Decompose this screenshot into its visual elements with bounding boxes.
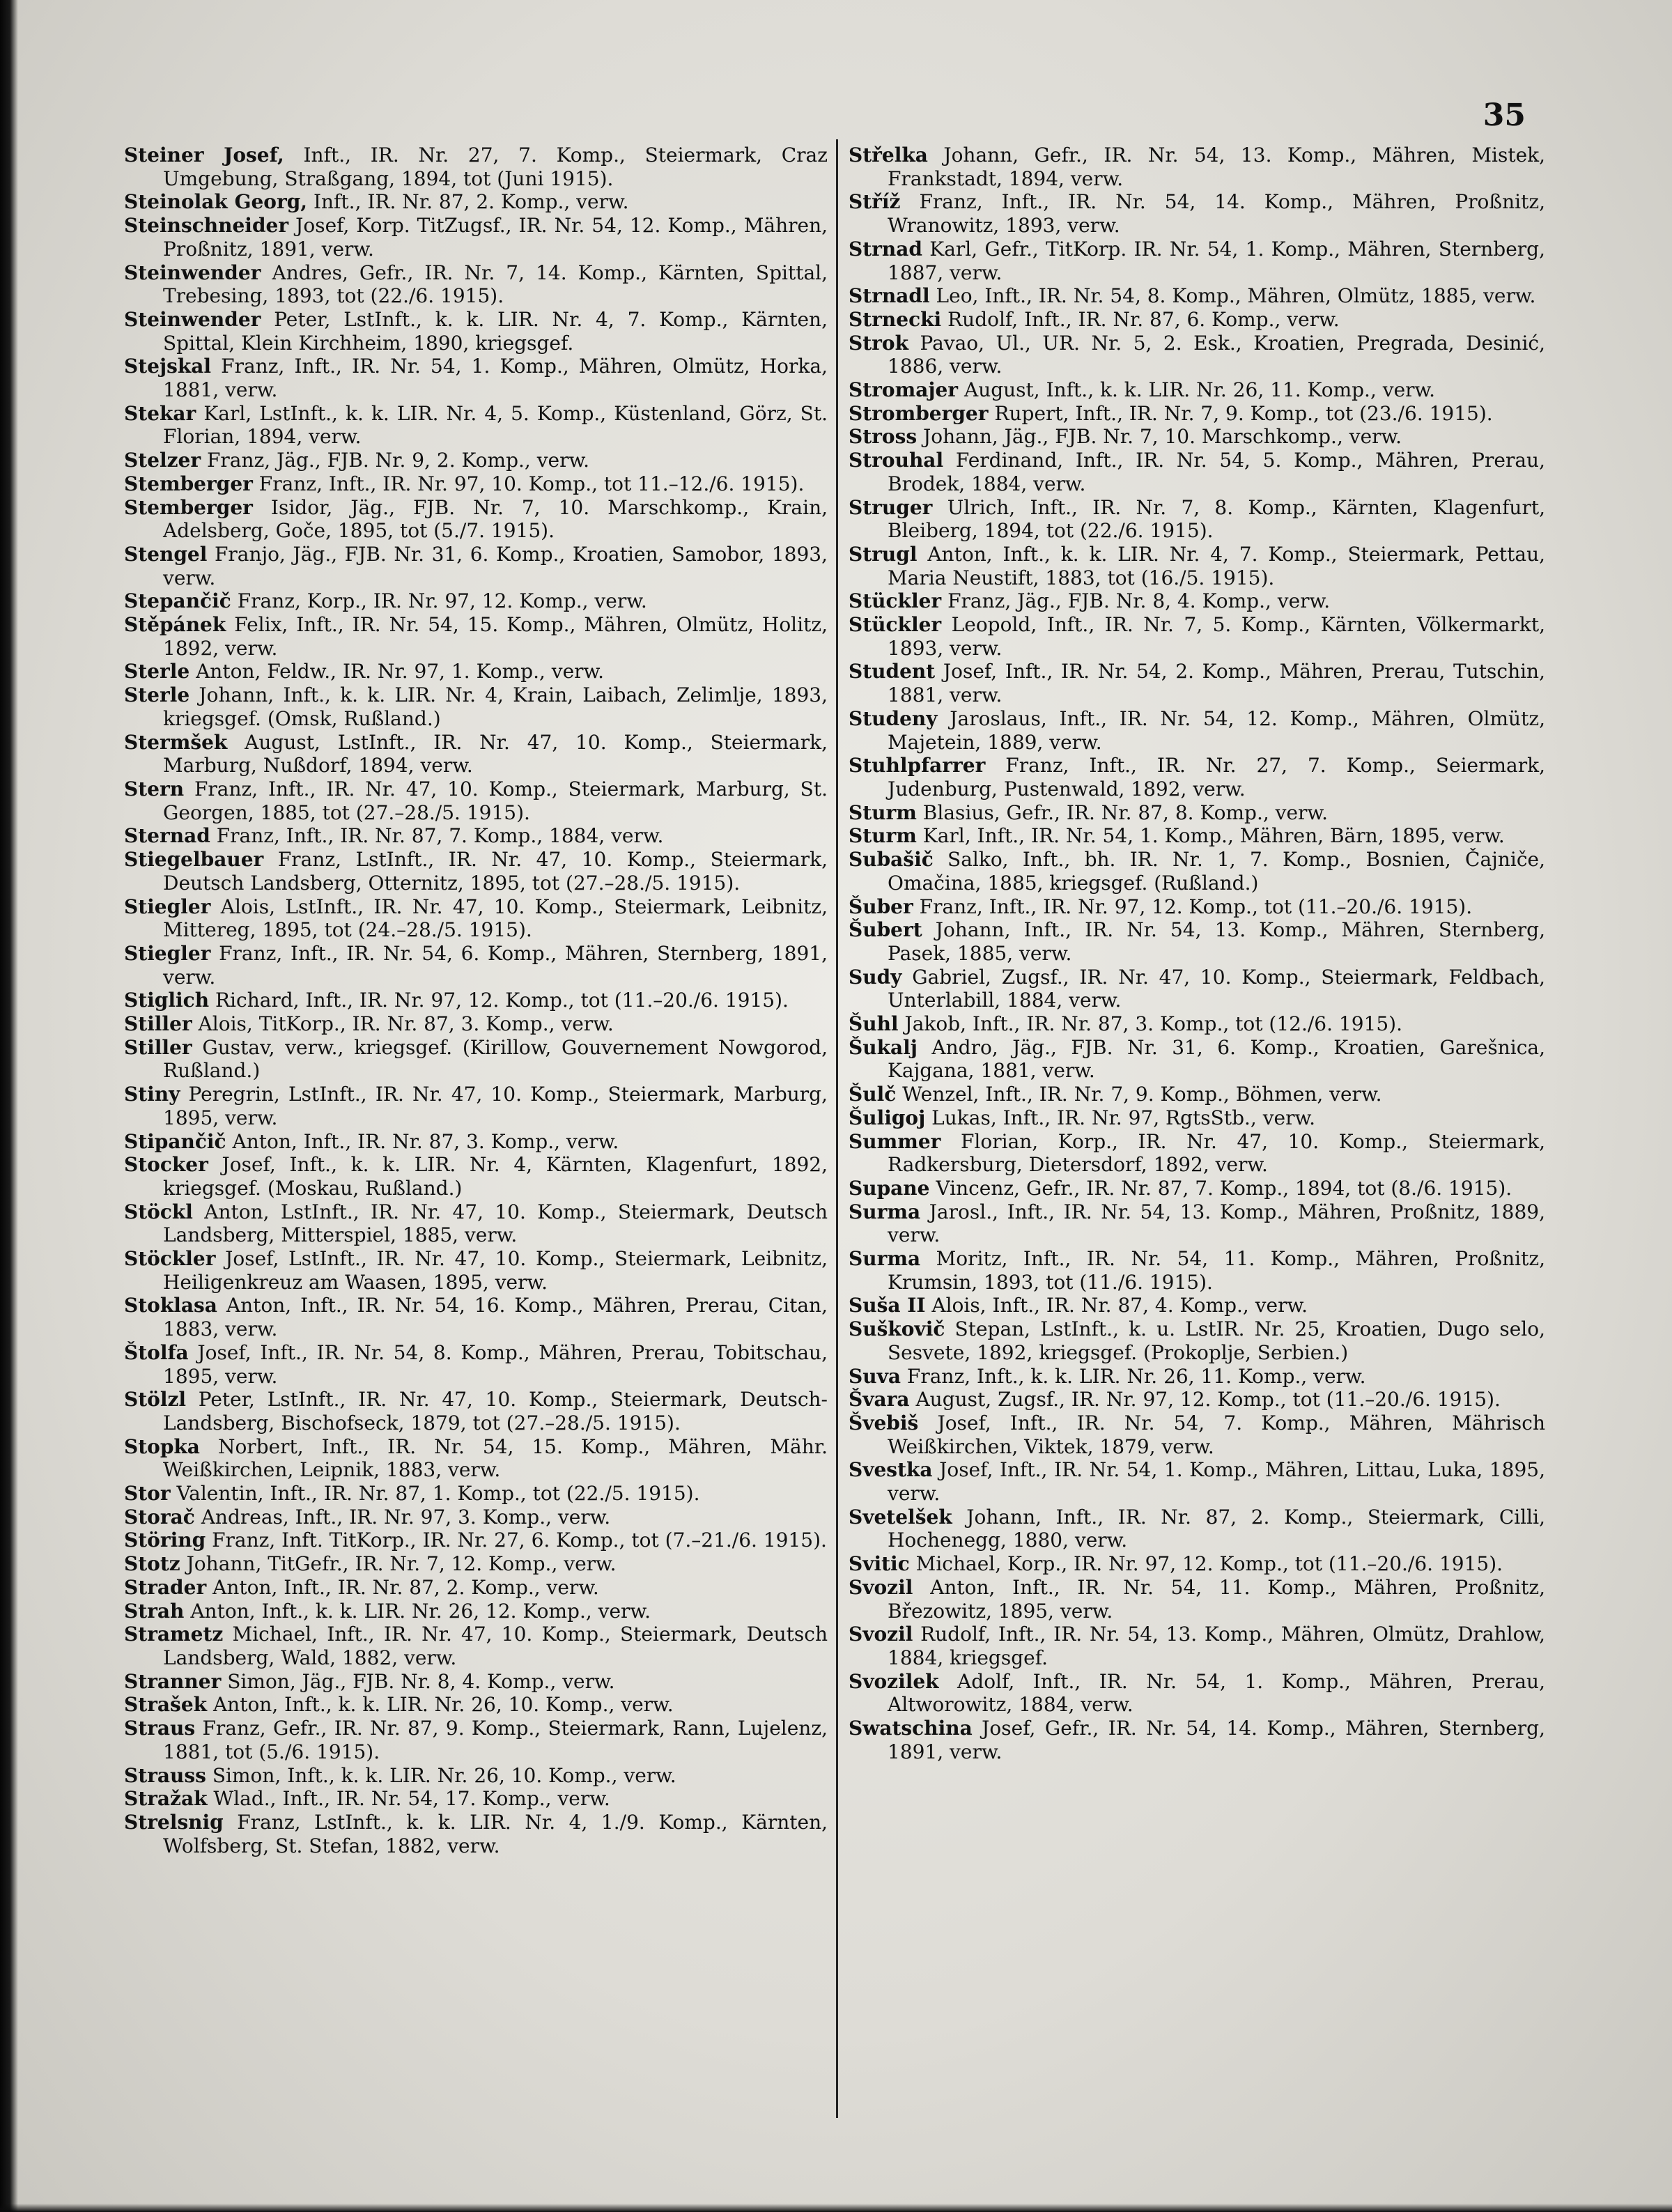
- casualty-entry: [124, 214, 828, 261]
- casualty-entry: [124, 589, 828, 613]
- casualty-entry: [124, 1247, 828, 1294]
- entry-details: Salko, Inft., bh. IR. Nr. 1, 7. Komp., Bosnien, Čajniče, Omačina, 1885, kriegsgef. (Rußland.): [888, 848, 1545, 895]
- entry-details: Anton, LstInft., IR. Nr. 47, 10. Komp., Steiermark, Deutsch Landsberg, Mitterspiel, 1885, verw.: [163, 1200, 828, 1247]
- casualty-entry: [849, 144, 1545, 190]
- entry-details: Leo, Inft., IR. Nr. 54, 8. Komp., Mähren, Olmütz, 1885, verw.: [936, 284, 1536, 308]
- entry-name: Stříž: [849, 190, 901, 214]
- casualty-entry: [124, 613, 828, 660]
- entry-name: Strnecki: [849, 307, 942, 331]
- casualty-entry: [124, 683, 828, 730]
- entry-name: Strugl: [849, 542, 918, 566]
- entry-name: Student: [849, 660, 936, 683]
- entry-details: Blasius, Gefr., IR. Nr. 87, 8. Komp., verw.: [922, 801, 1328, 824]
- casualty-entry: [124, 308, 828, 355]
- entry-name: Stoklasa: [124, 1294, 217, 1317]
- entry-name: Suva: [849, 1364, 901, 1388]
- casualty-entry: [124, 1787, 828, 1811]
- entry-details: Isidor, Jäg., FJB. Nr. 7, 10. Marschkomp., Krain, Adelsberg, Goče, 1895, tot (5./7. 1915).: [163, 495, 828, 543]
- casualty-entry: [849, 332, 1545, 378]
- entry-details: Anton, Inft., IR. Nr. 54, 11. Komp., Mähren, Proßnitz, Březowitz, 1895, verw.: [888, 1575, 1545, 1623]
- casualty-entry: [124, 496, 828, 543]
- entry-details: Anton, Inft., IR. Nr. 87, 2. Komp., verw.: [212, 1575, 599, 1599]
- casualty-entry: [124, 989, 828, 1012]
- casualty-entry: [849, 1177, 1545, 1200]
- casualty-entry: [124, 1717, 828, 1763]
- entry-name: Stöckler: [124, 1247, 216, 1271]
- entry-details: Anton, Inft., k. k. LIR. Nr. 26, 10. Komp., verw.: [212, 1693, 674, 1717]
- casualty-entry: [124, 1764, 828, 1788]
- entry-name: Steinschneider: [124, 214, 289, 238]
- casualty-entry: [849, 848, 1545, 895]
- entry-details: Franz, Inft., IR. Nr. 54, 1. Komp., Mähren, Olmütz, Horka, 1881, verw.: [163, 355, 828, 402]
- entry-details: Alois, LstInft., IR. Nr. 47, 10. Komp., Steiermark, Leibnitz, Mittereg, 1895, tot (24.–28./5. 1915).: [163, 895, 828, 942]
- casualty-entry: [124, 1294, 828, 1340]
- entry-details: Moritz, Inft., IR. Nr. 54, 11. Komp., Mähren, Proßnitz, Krumsin, 1893, tot (11./6. 1915).: [888, 1247, 1546, 1294]
- casualty-entry: [849, 402, 1545, 426]
- entry-details: Peter, LstInft., k. k. LIR. Nr. 4, 7. Komp., Kärnten, Spittal, Klein Kirchheim, 1890, kriegsgef.: [163, 307, 828, 355]
- entry-details: Franz, Inft., IR. Nr. 47, 10. Komp., Steiermark, Marburg, St. Georgen, 1885, tot (27.–28./5. 1915).: [163, 777, 828, 824]
- entry-details: Franz, Inft., k. k. LIR. Nr. 26, 11. Komp., verw.: [906, 1364, 1366, 1388]
- casualty-entry: [849, 543, 1545, 589]
- entry-details: Alois, TitKorp., IR. Nr. 87, 3. Komp., verw.: [198, 1012, 614, 1036]
- entry-name: Stöckl: [124, 1200, 193, 1223]
- entry-details: Johann, Gefr., IR. Nr. 54, 13. Komp., Mähren, Mistek, Frankstadt, 1894, verw.: [888, 144, 1546, 190]
- casualty-entry: [124, 355, 828, 401]
- casualty-entry: [849, 284, 1545, 308]
- entry-details: Rupert, Inft., IR. Nr. 7, 9. Komp., tot (23./6. 1915).: [994, 401, 1493, 425]
- casualty-entry: [849, 1388, 1545, 1411]
- entry-details: Andro, Jäg., FJB. Nr. 31, 6. Komp., Kroatien, Garešnica, Kajgana, 1881, verw.: [888, 1035, 1545, 1083]
- casualty-entry: [849, 660, 1545, 706]
- column-divider: [836, 139, 838, 2118]
- entry-name: Stepančič: [124, 589, 231, 613]
- casualty-entry: [849, 1317, 1545, 1364]
- entry-name: Strametz: [124, 1623, 224, 1646]
- entry-details: Franz, Jäg., FJB. Nr. 9, 2. Komp., verw.: [206, 449, 590, 472]
- entry-name: Struger: [849, 495, 933, 519]
- entry-name: Störing: [124, 1529, 206, 1552]
- entry-details: Jakob, Inft., IR. Nr. 87, 3. Komp., tot (12./6. 1915).: [904, 1012, 1403, 1036]
- entry-name: Sturm: [849, 824, 917, 848]
- entry-name: Stromberger: [849, 401, 989, 425]
- entry-name: Šuber: [849, 895, 913, 918]
- casualty-entry: [124, 1506, 828, 1529]
- casualty-entry: [849, 1411, 1545, 1458]
- entry-name: Stemberger: [124, 472, 253, 495]
- entry-name: Stromajer: [849, 378, 959, 402]
- casualty-entry: [124, 660, 828, 683]
- left-column: [124, 144, 828, 1857]
- scan-shadow-bottom: [0, 2204, 1672, 2212]
- entry-details: Johann, Inft., k. k. LIR. Nr. 4, Krain, Laibach, Zelimlje, 1893, kriegsgef. (Omsk, Rußland.): [163, 683, 828, 730]
- entry-details: Gabriel, Zugsf., IR. Nr. 47, 10. Komp., Steiermark, Feldbach, Unterlabill, 1884, verw.: [888, 965, 1546, 1012]
- casualty-entry: [124, 472, 828, 496]
- entry-details: Johann, Jäg., FJB. Nr. 7, 10. Marschkomp., verw.: [923, 425, 1402, 449]
- entry-details: Felix, Inft., IR. Nr. 54, 15. Komp., Mähren, Olmütz, Holitz, 1892, verw.: [163, 613, 828, 660]
- right-column: [849, 144, 1545, 1764]
- entry-name: Strader: [124, 1575, 207, 1599]
- casualty-entry: [124, 1153, 828, 1200]
- entry-name: Stražak: [124, 1787, 208, 1811]
- entry-details: Johann, Inft., IR. Nr. 54, 13. Komp., Mähren, Sternberg, Pasek, 1885, verw.: [888, 918, 1545, 965]
- entry-details: Lukas, Inft., IR. Nr. 97, RgtsStb., verw.: [931, 1106, 1316, 1129]
- entry-details: Peregrin, LstInft., IR. Nr. 47, 10. Komp., Steiermark, Marburg, 1895, verw.: [163, 1083, 828, 1129]
- entry-details: Ferdinand, Inft., IR. Nr. 54, 5. Komp., Mähren, Prerau, Brodek, 1884, verw.: [888, 449, 1545, 495]
- entry-name: Svozil: [849, 1575, 913, 1599]
- entry-details: Franz, Inft. TitKorp., IR. Nr. 27, 6. Komp., tot (7.–21./6. 1915).: [212, 1529, 827, 1552]
- entry-name: Strašek: [124, 1693, 208, 1717]
- entry-name: Strnad: [849, 237, 922, 261]
- casualty-entry: [849, 1294, 1545, 1317]
- casualty-entry: [124, 1012, 828, 1036]
- entry-name: Straus: [124, 1717, 196, 1740]
- casualty-entry: [849, 966, 1545, 1012]
- entry-name: Steiner Josef,: [124, 144, 284, 167]
- casualty-entry: [124, 402, 828, 449]
- entry-details: Inft., IR. Nr. 87, 2. Komp., verw.: [313, 190, 629, 214]
- entry-name: Stiegler: [124, 941, 211, 965]
- casualty-entry: [124, 942, 828, 989]
- entry-name: Stermšek: [124, 730, 228, 754]
- entry-details: Pavao, Ul., UR. Nr. 5, 2. Esk., Kroatien, Pregrada, Desinić, 1886, verw.: [888, 331, 1546, 378]
- casualty-entry: [124, 1482, 828, 1506]
- casualty-entry: [124, 144, 828, 190]
- casualty-entry: [124, 1200, 828, 1247]
- casualty-entry: [124, 1670, 828, 1694]
- entry-name: Stiller: [124, 1012, 192, 1036]
- casualty-entry: [849, 190, 1545, 237]
- casualty-entry: [849, 707, 1545, 754]
- casualty-entry: [849, 1670, 1545, 1717]
- casualty-entry: [124, 1341, 828, 1388]
- entry-name: Sterle: [124, 683, 190, 707]
- casualty-entry: [124, 190, 828, 214]
- casualty-entry: [849, 1200, 1545, 1247]
- entry-details: Stepan, LstInft., k. u. LstIR. Nr. 25, Kroatien, Dugo selo, Sesvete, 1892, kriegsgef. (Prokoplje, Serbien.): [888, 1317, 1545, 1364]
- entry-details: August, Inft., k. k. LIR. Nr. 26, 11. Komp., verw.: [963, 378, 1436, 402]
- entry-details: Franz, Inft., IR. Nr. 97, 10. Komp., tot 11.–12./6. 1915).: [258, 472, 805, 495]
- entry-details: Johann, TitGefr., IR. Nr. 7, 12. Komp., verw.: [186, 1552, 617, 1576]
- entry-details: Andres, Gefr., IR. Nr. 7, 14. Komp., Kärnten, Spittal, Trebesing, 1893, tot (22./6. 1915).: [163, 261, 828, 308]
- entry-details: Wenzel, Inft., IR. Nr. 7, 9. Komp., Böhmen, verw.: [902, 1083, 1382, 1106]
- entry-name: Svitic: [849, 1552, 910, 1576]
- entry-name: Storač: [124, 1505, 195, 1529]
- entry-name: Suša II: [849, 1294, 926, 1317]
- entry-name: Stekar: [124, 401, 196, 425]
- entry-details: Anton, Inft., IR. Nr. 54, 16. Komp., Mähren, Prerau, Citan, 1883, verw.: [163, 1294, 828, 1341]
- entry-name: Švara: [849, 1388, 910, 1411]
- entry-name: Summer: [849, 1129, 941, 1153]
- entry-details: Josef, Gefr., IR. Nr. 54, 14. Komp., Mähren, Sternberg, 1891, verw.: [888, 1717, 1545, 1763]
- entry-name: Stemberger: [124, 495, 253, 519]
- entry-name: Steinwender: [124, 307, 261, 331]
- entry-details: Gustav, verw., kriegsgef. (Kirillow, Gouvernement Nowgorod, Rußland.): [163, 1035, 828, 1083]
- entry-details: Karl, LstInft., k. k. LIR. Nr. 4, 5. Komp., Küstenland, Görz, St. Florian, 1894, verw.: [163, 401, 828, 449]
- entry-name: Surma: [849, 1247, 921, 1271]
- entry-name: Stiegler: [124, 895, 211, 918]
- casualty-entry: [849, 449, 1545, 495]
- entry-details: Johann, Inft., IR. Nr. 87, 2. Komp., Steiermark, Cilli, Hochenegg, 1880, verw.: [888, 1505, 1545, 1552]
- entry-details: Anton, Inft., k. k. LIR. Nr. 26, 12. Komp., verw.: [190, 1599, 651, 1623]
- casualty-entry: [849, 1365, 1545, 1389]
- entry-name: Stipančič: [124, 1129, 226, 1153]
- entry-details: Franz, LstInft., IR. Nr. 47, 10. Komp., Steiermark, Deutsch Landsberg, Otternitz, 1895, tot (27.–28./5. 1915).: [163, 848, 828, 895]
- entry-details: Anton, Inft., k. k. LIR. Nr. 4, 7. Komp., Steiermark, Pettau, Maria Neustift, 1883, tot (16./5. 1915).: [888, 542, 1546, 589]
- entry-name: Stengel: [124, 542, 208, 566]
- casualty-entry: [124, 1435, 828, 1482]
- casualty-entry: [124, 895, 828, 942]
- entry-details: Josef, Korp. TitZugsf., IR. Nr. 54, 12. Komp., Mähren, Proßnitz, 1891, verw.: [163, 214, 828, 261]
- casualty-entry: [124, 1388, 828, 1434]
- entry-name: Stor: [124, 1482, 171, 1506]
- entry-details: Simon, Inft., k. k. LIR. Nr. 26, 10. Komp., verw.: [212, 1763, 676, 1787]
- casualty-entry: [849, 1552, 1545, 1576]
- entry-details: Anton, Inft., IR. Nr. 87, 3. Komp., verw.: [232, 1129, 619, 1153]
- casualty-entry: [849, 1717, 1545, 1763]
- casualty-entry: [849, 1623, 1545, 1669]
- entry-name: Stückler: [849, 613, 942, 637]
- casualty-entry: [124, 1130, 828, 1154]
- entry-name: Stölzl: [124, 1388, 187, 1411]
- entry-details: Florian, Korp., IR. Nr. 47, 10. Komp., Steiermark, Radkersburg, Dietersdorf, 1892, verw.: [888, 1129, 1545, 1177]
- entry-name: Stuhlpfarrer: [849, 754, 986, 778]
- entry-name: Sterle: [124, 660, 190, 683]
- casualty-entry: [849, 918, 1545, 965]
- entry-details: August, Zugsf., IR. Nr. 97, 12. Komp., tot (11.–20./6. 1915).: [915, 1388, 1501, 1411]
- entry-name: Šuligoj: [849, 1106, 926, 1129]
- casualty-entry: [124, 1552, 828, 1576]
- casualty-entry: [849, 589, 1545, 613]
- entry-name: Stejskal: [124, 355, 212, 378]
- casualty-entry: [124, 1693, 828, 1717]
- entry-name: Stross: [849, 425, 918, 449]
- entry-details: Michael, Korp., IR. Nr. 97, 12. Komp., tot (11.–20./6. 1915).: [915, 1552, 1503, 1576]
- casualty-entry: [849, 824, 1545, 848]
- entry-name: Subašič: [849, 848, 934, 872]
- casualty-entry: [849, 1247, 1545, 1294]
- entry-name: Švebiš: [849, 1411, 919, 1434]
- casualty-entry: [124, 1623, 828, 1669]
- entry-details: Josef, Inft., k. k. LIR. Nr. 4, Kärnten, Klagenfurt, 1892, kriegsgef. (Moskau, Rußland.): [163, 1153, 828, 1200]
- entry-name: Suškovič: [849, 1317, 945, 1341]
- casualty-entry: [124, 1600, 828, 1623]
- entry-name: Svetelšek: [849, 1505, 952, 1529]
- entry-name: Stern: [124, 777, 185, 801]
- casualty-entry: [849, 895, 1545, 919]
- entry-details: Franz, LstInft., k. k. LIR. Nr. 4, 1./9. Komp., Kärnten, Wolfsberg, St. Stefan, 1882, verw.: [163, 1810, 828, 1857]
- page-number: 35: [1483, 98, 1526, 133]
- entry-name: Stopka: [124, 1434, 200, 1458]
- entry-name: Stranner: [124, 1669, 222, 1693]
- entry-details: Wlad., Inft., IR. Nr. 54, 17. Komp., verw.: [213, 1787, 610, 1811]
- casualty-entry: [124, 1529, 828, 1552]
- entry-details: Jarosl., Inft., IR. Nr. 54, 13. Komp., Mähren, Proßnitz, 1889, verw.: [888, 1200, 1545, 1247]
- entry-details: Inft., IR. Nr. 27, 7. Komp., Steiermark, Craz Umgebung, Straßgang, 1894, tot (Juni 1915).: [163, 144, 828, 190]
- casualty-entry: [124, 731, 828, 778]
- entry-name: Strok: [849, 331, 908, 355]
- entry-details: Josef, LstInft., IR. Nr. 47, 10. Komp., Steiermark, Leibnitz, Heiligenkreuz am Waasen, 1895, verw.: [163, 1247, 828, 1294]
- entry-details: Simon, Jäg., FJB. Nr. 8, 4. Komp., verw.: [227, 1669, 615, 1693]
- entry-details: Franz, Inft., IR. Nr. 87, 7. Komp., 1884, verw.: [216, 824, 664, 848]
- entry-details: Karl, Gefr., TitKorp. IR. Nr. 54, 1. Komp., Mähren, Sternberg, 1887, verw.: [888, 237, 1545, 284]
- entry-name: Šuhl: [849, 1012, 899, 1036]
- casualty-entry: [124, 543, 828, 589]
- entry-details: Leopold, Inft., IR. Nr. 7, 5. Komp., Kärnten, Völkermarkt, 1893, verw.: [888, 613, 1545, 660]
- entry-details: Richard, Inft., IR. Nr. 97, 12. Komp., tot (11.–20./6. 1915).: [215, 989, 789, 1012]
- entry-name: Svozilek: [849, 1669, 939, 1693]
- casualty-entry: [849, 1458, 1545, 1505]
- entry-name: Swatschina: [849, 1717, 973, 1740]
- entry-name: Střelka: [849, 144, 928, 167]
- entry-name: Strouhal: [849, 449, 944, 472]
- scan-shadow-left: [0, 0, 18, 2212]
- entry-name: Stiny: [124, 1083, 180, 1106]
- entry-name: Stocker: [124, 1153, 208, 1177]
- entry-name: Sternad: [124, 824, 210, 848]
- casualty-entry: [849, 308, 1545, 332]
- entry-name: Šulč: [849, 1083, 897, 1106]
- entry-details: Adolf, Inft., IR. Nr. 54, 1. Komp., Mähren, Prerau, Altworowitz, 1884, verw.: [888, 1669, 1545, 1717]
- entry-name: Sturm: [849, 801, 917, 824]
- casualty-entry: [124, 1036, 828, 1083]
- entry-details: Valentin, Inft., IR. Nr. 87, 1. Komp., tot (22./5. 1915).: [176, 1482, 700, 1506]
- entry-details: Norbert, Inft., IR. Nr. 54, 15. Komp., Mähren, Mähr. Weißkirchen, Leipnik, 1883, verw.: [163, 1434, 828, 1482]
- entry-details: Michael, Inft., IR. Nr. 47, 10. Komp., Steiermark, Deutsch Landsberg, Wald, 1882, verw.: [163, 1623, 828, 1669]
- casualty-entry: [849, 496, 1545, 543]
- entry-details: Franz, Inft., IR. Nr. 54, 14. Komp., Mähren, Proßnitz, Wranowitz, 1893, verw.: [888, 190, 1545, 238]
- entry-name: Studeny: [849, 706, 938, 730]
- casualty-entry: [849, 1083, 1545, 1106]
- entry-details: Franz, Inft., IR. Nr. 27, 7. Komp., Seiermark, Judenburg, Pustenwald, 1892, verw.: [888, 754, 1545, 801]
- casualty-entry: [124, 1083, 828, 1129]
- casualty-entry: [849, 1036, 1545, 1083]
- entry-name: Svozil: [849, 1623, 913, 1646]
- entry-name: Stotz: [124, 1552, 180, 1576]
- entry-name: Strnadl: [849, 284, 930, 308]
- casualty-entry: [849, 1012, 1545, 1036]
- entry-details: Ulrich, Inft., IR. Nr. 7, 8. Komp., Kärnten, Klagenfurt, Bleiberg, 1894, tot (22./6. 1915).: [888, 495, 1546, 543]
- entry-name: Šubert: [849, 918, 922, 942]
- casualty-entry: [124, 824, 828, 848]
- entry-name: Stiglich: [124, 989, 210, 1012]
- casualty-entry: [849, 1576, 1545, 1623]
- entry-name: Svestka: [849, 1458, 933, 1482]
- entry-name: Šukalj: [849, 1035, 918, 1059]
- entry-details: Josef, Inft., IR. Nr. 54, 7. Komp., Mähren, Mährisch Weißkirchen, Viktek, 1879, verw.: [888, 1411, 1545, 1458]
- casualty-entry: [124, 1811, 828, 1857]
- entry-name: Steinolak Georg,: [124, 190, 308, 214]
- entry-name: Strah: [124, 1599, 185, 1623]
- entry-details: Franz, Inft., IR. Nr. 54, 6. Komp., Mähren, Sternberg, 1891, verw.: [163, 941, 828, 989]
- entry-details: Josef, Inft., IR. Nr. 54, 8. Komp., Mähren, Prerau, Tobitschau, 1895, verw.: [163, 1340, 828, 1388]
- entry-details: Jaroslaus, Inft., IR. Nr. 54, 12. Komp., Mähren, Olmütz, Majetein, 1889, verw.: [888, 706, 1545, 754]
- entry-details: Franz, Inft., IR. Nr. 97, 12. Komp., tot (11.–20./6. 1915).: [919, 895, 1473, 918]
- entry-details: Rudolf, Inft., IR. Nr. 54, 13. Komp., Mähren, Olmütz, Drahlow, 1884, kriegsgef.: [888, 1623, 1545, 1669]
- casualty-entry: [124, 261, 828, 308]
- casualty-entry: [124, 848, 828, 895]
- entry-name: Sudy: [849, 965, 902, 989]
- casualty-entry: [849, 378, 1545, 402]
- entry-details: Vincenz, Gefr., IR. Nr. 87, 7. Komp., 1894, tot (8./6. 1915).: [936, 1176, 1512, 1200]
- entry-details: Alois, Inft., IR. Nr. 87, 4. Komp., verw.: [931, 1294, 1308, 1317]
- entry-details: Franz, Korp., IR. Nr. 97, 12. Komp., verw.: [237, 589, 647, 613]
- casualty-entry: [124, 778, 828, 824]
- entry-details: August, LstInft., IR. Nr. 47, 10. Komp., Steiermark, Marburg, Nußdorf, 1894, verw.: [163, 730, 828, 778]
- entry-details: Josef, Inft., IR. Nr. 54, 1. Komp., Mähren, Littau, Luka, 1895, verw.: [888, 1458, 1546, 1506]
- entry-name: Strelsnig: [124, 1810, 224, 1834]
- entry-details: Peter, LstInft., IR. Nr. 47, 10. Komp., Steiermark, Deutsch-Landsberg, Bischofseck, 1879, tot (27.–28./5. 1915).: [163, 1388, 828, 1434]
- casualty-entry: [849, 801, 1545, 825]
- entry-name: Strauss: [124, 1763, 206, 1787]
- entry-name: Štolfa: [124, 1340, 189, 1364]
- entry-name: Supane: [849, 1176, 930, 1200]
- casualty-entry: [849, 613, 1545, 660]
- entry-name: Steinwender: [124, 261, 261, 284]
- entry-name: Stěpánek: [124, 613, 226, 637]
- casualty-entry: [849, 1106, 1545, 1130]
- entry-details: Rudolf, Inft., IR. Nr. 87, 6. Komp., verw.: [947, 307, 1340, 331]
- entry-details: Franjo, Jäg., FJB. Nr. 31, 6. Komp., Kroatien, Samobor, 1893, verw.: [163, 542, 828, 589]
- casualty-entry: [124, 449, 828, 472]
- casualty-entry: [124, 1576, 828, 1600]
- entry-details: Andreas, Inft., IR. Nr. 97, 3. Komp., verw.: [201, 1505, 611, 1529]
- casualty-entry: [849, 754, 1545, 801]
- entry-details: Franz, Jäg., FJB. Nr. 8, 4. Komp., verw.: [947, 589, 1331, 613]
- entry-details: Josef, Inft., IR. Nr. 54, 2. Komp., Mähren, Prerau, Tutschin, 1881, verw.: [888, 660, 1545, 707]
- casualty-entry: [849, 425, 1545, 449]
- entry-name: Stiegelbauer: [124, 848, 264, 872]
- entry-details: Franz, Gefr., IR. Nr. 87, 9. Komp., Steiermark, Rann, Lujelenz, 1881, tot (5./6. 1915).: [163, 1717, 828, 1763]
- casualty-entry: [849, 238, 1545, 284]
- entry-name: Stiller: [124, 1035, 192, 1059]
- entry-details: Karl, Inft., IR. Nr. 54, 1. Komp., Mähren, Bärn, 1895, verw.: [922, 824, 1505, 848]
- entry-details: Anton, Feldw., IR. Nr. 97, 1. Komp., verw.: [196, 660, 605, 683]
- entry-name: Surma: [849, 1200, 921, 1223]
- entry-name: Stückler: [849, 589, 942, 613]
- entry-name: Stelzer: [124, 449, 201, 472]
- casualty-entry: [849, 1506, 1545, 1552]
- casualty-entry: [849, 1130, 1545, 1177]
